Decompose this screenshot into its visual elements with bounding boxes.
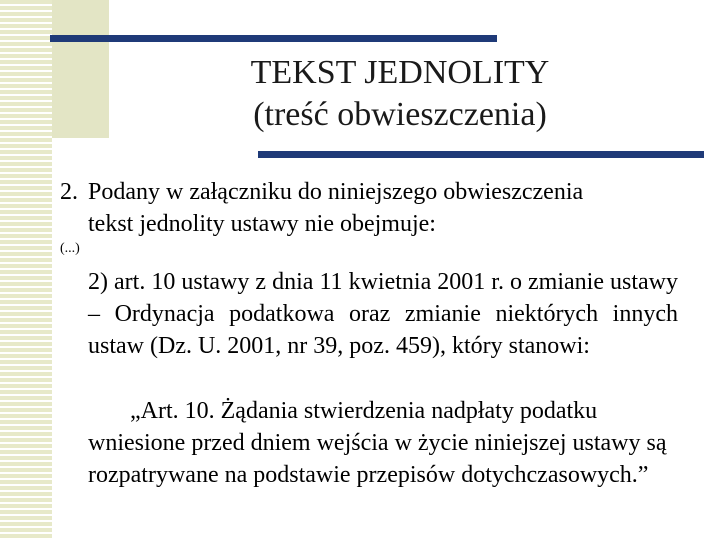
point-2-paragraph: 2) art. 10 ustawy z dnia 11 kwietnia 2001 r. o zmianie ustawy – Ordynacja podatkowa oraz zmianie niektórych innych ustaw (Dz. U. 2001, nr 39, poz. 459), który stanowi: [88,269,678,359]
item-2-paragraph [60,176,680,240]
quoted-article [88,395,678,491]
title-line-2: (treść obwieszczenia) [253,96,547,133]
slide-title [150,52,650,136]
item-2-line-2: tekst jednolity ustawy nie obejmuje: [88,211,436,237]
left-striped-bar [0,0,52,540]
quote-first-line: „Art. 10. Żądania stwierdzenia nadpłaty podatku [130,398,598,424]
decorative-block [52,0,109,138]
title-line-1: TEKST JEDNOLITY [250,54,550,91]
item-2-line-1: Podany w załączniku do niniejszego obwieszczenia [88,179,584,205]
item-number: 2. [60,179,78,205]
quote-rest: wniesione przed dniem wejścia w życie niniejszej ustawy są rozpatrywane na podstawie przepisów dotychczasowych.” [88,430,667,488]
title-top-rule [50,35,497,42]
title-bottom-rule [258,151,704,158]
omission-marker: (...) [60,241,80,256]
